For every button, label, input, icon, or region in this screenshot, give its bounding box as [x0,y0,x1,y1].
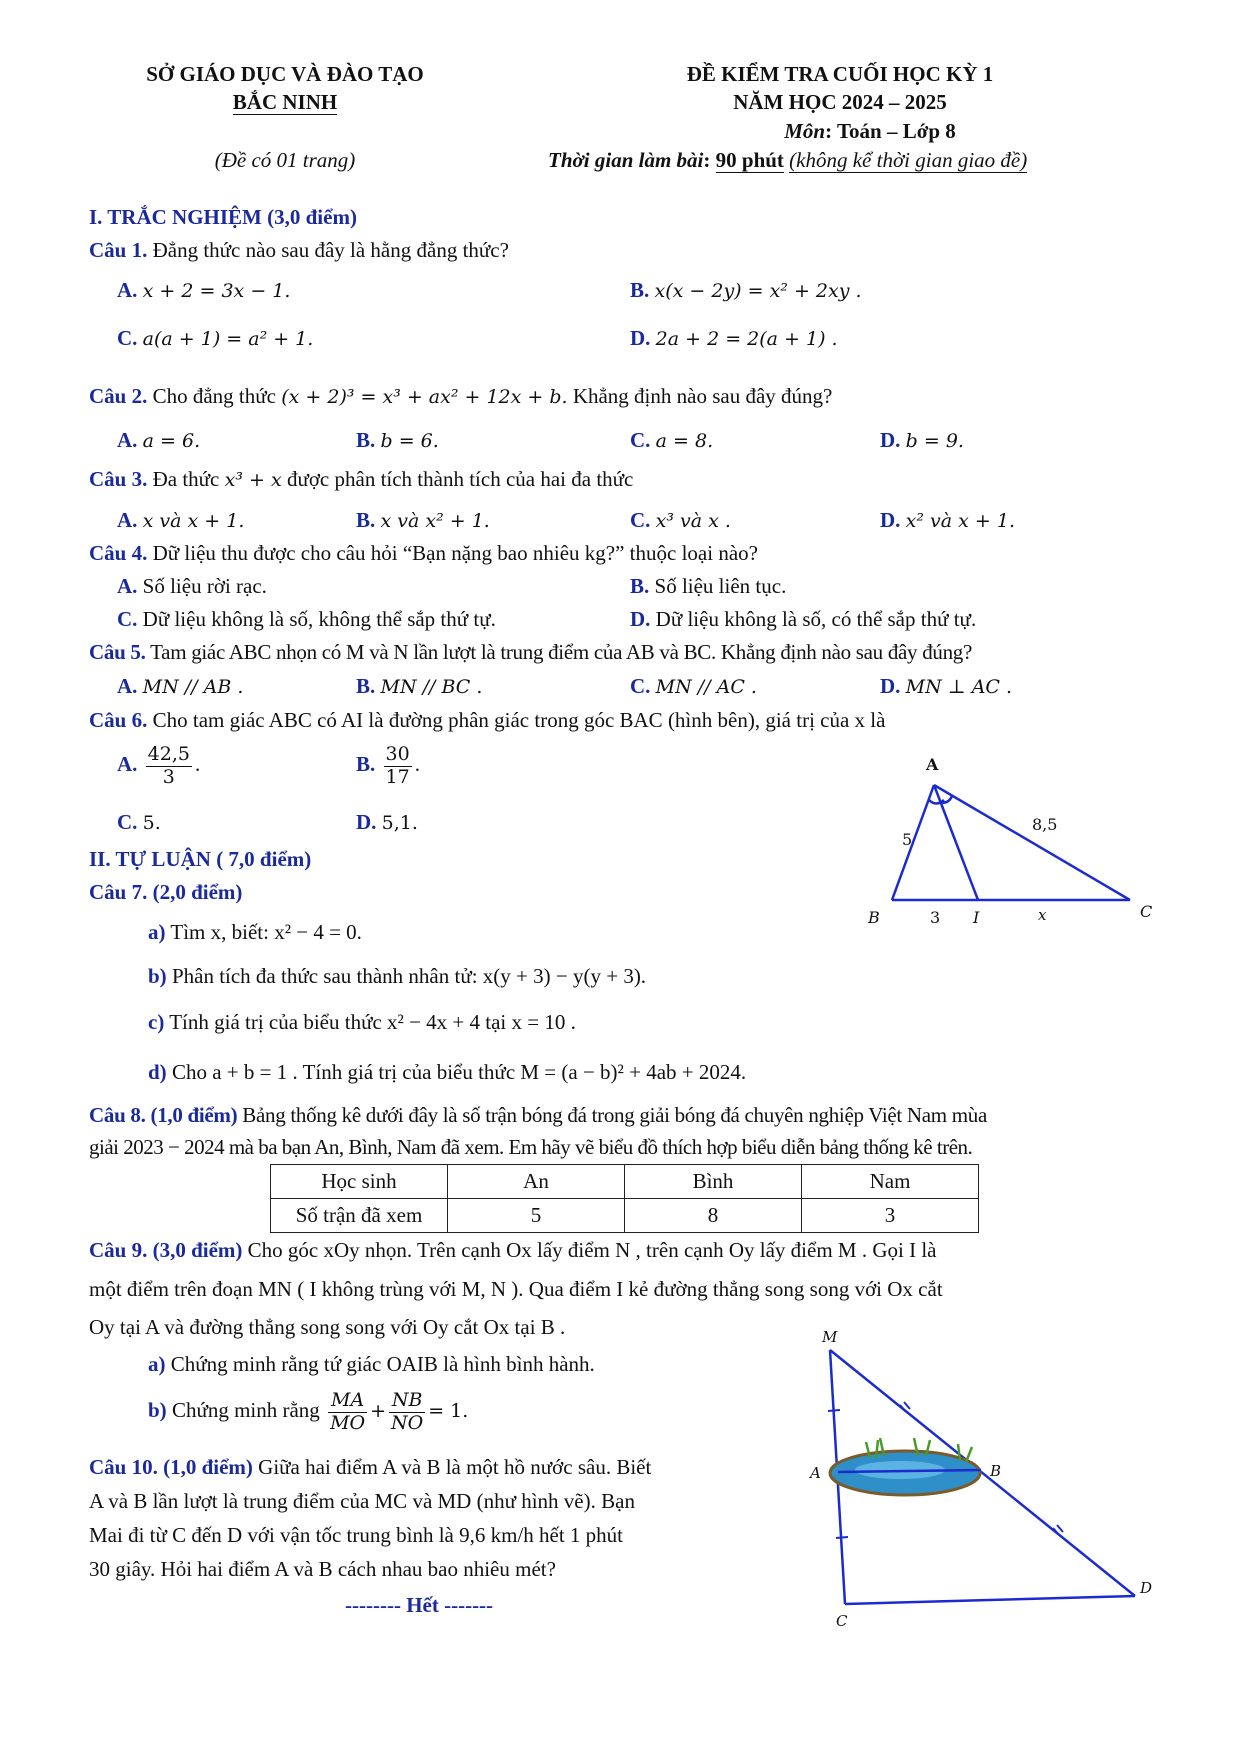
dept-line2 [100,90,470,115]
q2-b-label: B. [356,428,376,452]
table-cell: 3 [802,1199,979,1233]
q7-b-label: b) [148,964,167,988]
q6-a-num: 42,5 [147,743,190,765]
q8-line1 [89,1103,987,1128]
q1-a [117,278,290,303]
q6-a-label: A. [117,752,138,777]
q4-text: Dữ liệu thu được cho câu hỏi “Bạn nặng bao nhiêu kg?” thuộc loại nào? [152,541,758,565]
q4-b-text: Số liệu liên tục. [654,574,787,598]
q6-a-den: 3 [162,765,175,788]
q10-line2: A và B lần lượt là trung điểm của MC và MD (như hình vẽ). Bạn [89,1489,635,1513]
q2-b [356,428,439,453]
q2-post: Khẳng định nào sau đây đúng? [572,384,833,408]
q7-d-text: Cho a + b = 1 . Tính giá trị của biểu thức M = (a − b)² + 4ab + 2024. [171,1060,747,1084]
q2-c-label: C. [630,428,651,452]
q9-b: b) Chứng minh rằng $\frac{MA}{MO}$ + $\frac{NB}{NO}$ = 1. [148,1389,469,1434]
q2-a-label: A. [117,428,138,452]
subject-label: Môn [784,119,826,143]
q1-d [630,326,838,351]
q5-c [630,674,757,699]
table-row [271,1199,979,1233]
label-a: A [810,1464,821,1482]
q3-a-text: x và x + 1. [142,510,245,532]
q9-b-post: = 1. [428,1400,469,1423]
q4-d-text: Dữ liệu không là số, có thể sắp thứ tự. [655,607,977,631]
q4-d [630,607,976,632]
q8-line1-text: Bảng thống kê dưới đây là số trận bóng đá trong giải bóng đá chuyên nghiệp Việt Nam mùa [242,1103,988,1127]
q2-d [880,428,964,453]
school-year: NĂM HỌC 2024 – 2025 [733,90,947,114]
q7-b-text: Phân tích đa thức sau thành nhân tử: x(y + 3) − y(y + 3). [171,964,647,988]
part2-title: II. TỰ LUẬN ( 7,0 điểm) [89,847,312,871]
dept-line1: SỞ GIÁO DỤC VÀ ĐÀO TẠO [146,62,424,86]
q6-c [117,810,161,835]
q5-b [356,674,482,699]
label-d: D [1140,1579,1153,1597]
q1-c-label: C. [117,326,138,350]
stats-table [270,1164,979,1233]
angle-mark-2 [939,796,952,803]
q6-d-label: D. [356,810,377,834]
q5-d-text: MN ⊥ AC . [905,676,1013,698]
subject-value: : Toán – Lớp 8 [825,119,956,143]
q6-text: Cho tam giác ABC có AI là đường phân giác trong góc BAC (hình bên), giá trị của x là [152,708,886,732]
q4-b-label: B. [630,574,650,598]
q7-c-text: Tính giá trị của biểu thức x² − 4x + 4 tại x = 10 . [169,1010,576,1034]
q3-d-text: x² và x + 1. [905,510,1015,532]
q3-b-label: B. [356,508,376,532]
q5-d [880,674,1012,699]
q9-fraction-ma-mo [328,1390,367,1435]
q6-c-text: 5. [142,812,161,834]
table-cell: Bình [625,1165,802,1199]
q3 [89,467,633,492]
q6-b-den: 17 [385,765,410,788]
table-cell: Học sinh [271,1165,448,1199]
q3-d-label: D. [880,508,901,532]
q7-a [148,920,362,945]
label-c: C [1140,902,1153,921]
q3-a-label: A. [117,508,138,532]
q2-expr: (x + 2)³ = x³ + ax² + 12x + b. [281,386,568,408]
q9-a-label: a) [148,1352,166,1376]
q1-text: Đẳng thức nào sau đây là hằng đẳng thức? [152,238,509,262]
q2-b-text: b = 6. [380,430,439,452]
q1-c-text: a(a + 1) = a² + 1. [142,328,314,350]
q2-c-text: a = 8. [655,430,714,452]
label-i: I [973,908,980,927]
label-c: C [836,1612,848,1630]
q10-line1-text: Giữa hai điểm A và B là một hồ nước sâu. Biết [258,1455,652,1479]
q6-a: A. $\frac{42,5}{3}$ . [117,743,201,788]
end-marker: -------- Hết ------- [345,1593,494,1617]
q3-d [880,508,1015,533]
q7-d-label: d) [148,1060,167,1084]
label-ac-length: 8,5 [1032,815,1058,834]
q2-d-label: D. [880,428,901,452]
q4-label: Câu 4. [89,541,148,565]
q9-line3: Oy tại A và đường thẳng song song với Oy cắt Ox tại B . [89,1315,566,1339]
q10-label: Câu 10. (1,0 điểm) [89,1455,253,1479]
time-colon: : [703,148,716,172]
q2-pre: Cho đẳng thức [152,384,276,408]
q1-a-label: A. [117,278,138,302]
time-label: Thời gian làm bài [548,148,704,172]
q6-label: Câu 6. [89,708,148,732]
q3-c [630,508,731,533]
label-ab-length: 5 [902,830,913,849]
q4 [89,541,758,566]
q6-a-fraction [146,744,192,789]
q7-c-label: c) [148,1010,165,1034]
q3-pre: Đa thức [152,467,220,491]
q6-b-num: 30 [385,743,410,765]
q8-label: Câu 8. (1,0 điểm) [89,1103,238,1127]
q5-d-label: D. [880,674,901,698]
q1-b [630,278,862,303]
q1-d-text: 2a + 2 = 2(a + 1) . [655,328,838,350]
q8-line2: giải 2023 − 2024 mà ba bạn An, Bình, Nam đã xem. Em hãy vẽ biểu đồ thích hợp biểu diễn bảng thống kê trên. [89,1135,973,1159]
q10-lake-figure [800,1330,1170,1630]
q4-b [630,574,786,599]
q4-a-text: Số liệu rời rạc. [142,574,267,598]
q4-a [117,574,267,599]
side-cd [845,1596,1135,1604]
q4-d-label: D. [630,607,651,631]
q5-label: Câu 5. [89,640,146,664]
q5-b-label: B. [356,674,376,698]
subject [640,119,1100,144]
exam-title: ĐỀ KIỂM TRA CUỐI HỌC KỲ 1 [686,62,994,86]
q3-b [356,508,490,533]
q9-a [148,1352,595,1377]
q9-label: Câu 9. (3,0 điểm) [89,1238,243,1262]
q9-b-label: b) [148,1398,167,1423]
q5-c-label: C. [630,674,651,698]
q2-d-text: b = 9. [905,430,964,452]
table-cell: An [448,1165,625,1199]
q5-text: Tam giác ABC nhọn có M và N lần lượt là trung điểm của AB và BC. Khẳng định nào sau đây đúng? [150,640,973,664]
dept-line2-text: BẮC NINH [232,90,338,114]
q9-line1-text: Cho góc xOy nhọn. Trên cạnh Ox lấy điểm N , trên cạnh Oy lấy điểm M . Gọi I là [247,1238,937,1262]
q1-label: Câu 1. [89,238,148,262]
q2-a-text: a = 6. [142,430,201,452]
q3-post: được phân tích thành tích của hai đa thức [286,467,634,491]
q10-line3: Mai đi từ C đến D với vận tốc trung bình là 9,6 km/h hết 1 phút [89,1523,624,1547]
q1 [89,238,509,263]
label-a: A [926,755,939,774]
side-ab [892,785,934,900]
q6-d [356,810,418,835]
q3-c-text: x³ và x . [655,510,731,532]
q9-line2: một điểm trên đoạn MN ( I không trùng với M, N ). Qua điểm I kẻ đường thẳng song song với Ox cắt [89,1277,943,1301]
side-ac [934,785,1130,900]
q6-c-label: C. [117,810,138,834]
q10-line4: 30 giây. Hỏi hai điểm A và B cách nhau bao nhiêu mét? [89,1557,556,1581]
label-b: B [868,908,880,927]
q7-d [148,1060,746,1085]
q3-b-text: x và x² + 1. [380,510,490,532]
table-cell: Số trận đã xem [271,1199,448,1233]
q6-b-label: B. [356,752,376,777]
q9-f1-num: MA [328,1390,367,1413]
label-x: x [1038,906,1047,924]
q5-c-text: MN // AC . [655,676,757,698]
label-b: B [990,1462,1002,1480]
table-cell: Nam [802,1165,979,1199]
q9-f2-den: NO [391,1411,424,1434]
q6-b-fraction [384,744,412,789]
pages-note: (Đề có 01 trang) [214,148,356,172]
table-row [271,1165,979,1199]
q6-d-text: 5,1. [381,812,418,834]
q7-label: Câu 7. (2,0 điểm) [89,880,243,904]
q5-b-text: MN // BC . [380,676,483,698]
q3-a [117,508,244,533]
q7-c [148,1010,576,1035]
q3-c-label: C. [630,508,651,532]
q1-b-label: B. [630,278,650,302]
q9-fraction-nb-no [389,1390,425,1435]
q4-c-text: Dữ liệu không là số, không thể sắp thứ tự. [142,607,496,631]
q10-line1 [89,1455,651,1480]
label-m: M [822,1330,838,1346]
q7-a-text: Tìm x, biết: x² − 4 = 0. [170,920,362,944]
q7-a-label: a) [148,920,166,944]
label-bi-length: 3 [930,908,941,927]
q2-a [117,428,200,453]
table-cell: 8 [625,1199,802,1233]
q5-a-label: A. [117,674,138,698]
time-value: 90 phút [715,148,784,172]
table-cell: 5 [448,1199,625,1233]
q2-label: Câu 2. [89,384,148,408]
q7-b [148,964,646,989]
time-note: (không kể thời gian giao đề) [789,148,1028,172]
q6 [89,708,885,733]
q1-b-text: x(x − 2y) = x² + 2xy . [654,280,862,302]
q2-c [630,428,713,453]
q4-c [117,607,496,632]
q9-a-text: Chứng minh rằng tứ giác OAIB là hình bình hành. [170,1352,595,1376]
q4-c-label: C. [117,607,138,631]
time-line [548,148,1027,173]
q5-a [117,674,243,699]
part1-title: I. TRẮC NGHIỆM (3,0 điểm) [89,205,357,229]
q1-a-text: x + 2 = 3x − 1. [142,280,291,302]
q2 [89,384,832,409]
q4-a-label: A. [117,574,138,598]
q5-a-text: MN // AB . [142,676,244,698]
q3-label: Câu 3. [89,467,148,491]
q9-b-pre: Chứng minh rằng [171,1398,320,1423]
q6-triangle-figure [860,745,1170,935]
q5 [89,640,972,665]
q9-f2-num: NB [389,1390,425,1413]
q9-line1 [89,1238,936,1263]
q9-f1-den: MO [330,1411,366,1434]
q1-c [117,326,313,351]
q3-expr: x³ + x [224,469,282,491]
q1-d-label: D. [630,326,651,350]
q6-b: B. $\frac{30}{17}$ . [356,743,420,788]
